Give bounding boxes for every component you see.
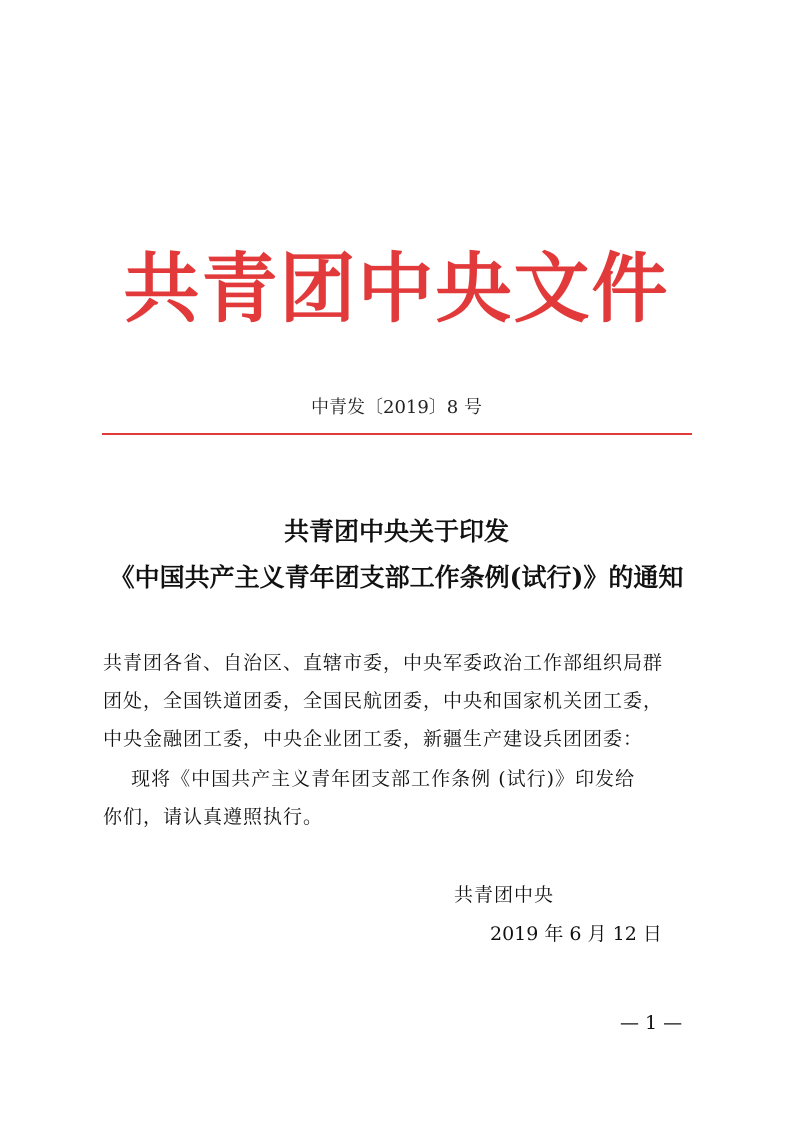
- notice-title-line-2: 《中国共产主义青年团支部工作条例(试行)》的通知: [109, 563, 684, 592]
- issuer-signature: 共青团中央: [454, 884, 555, 906]
- red-divider-line: [102, 433, 692, 435]
- notice-paragraph-line-2: 你们，请认真遵照执行。: [103, 806, 324, 828]
- document-number: 中青发〔2019〕8 号: [311, 397, 482, 418]
- notice-paragraph-line-1: 现将《中国共产主义青年团支部工作条例 (试行)》印发给: [103, 768, 636, 790]
- notice-title-line-1: 共青团中央关于印发: [283, 517, 509, 546]
- page-number: — 1 —: [620, 1012, 683, 1034]
- recipients-line-2: 团处，全国铁道团委，全国民航团委，中央和国家机关团工委，: [103, 690, 664, 712]
- recipients-line-3: 中央金融团工委，中央企业团工委，新疆生产建设兵团团委：: [103, 728, 644, 750]
- masthead-title: 共青团中央文件: [123, 244, 670, 333]
- issue-date: 2019 年 6 月 12 日: [490, 923, 662, 945]
- recipients-line-1: 共青团各省、自治区、直辖市委，中央军委政治工作部组织局群: [103, 652, 664, 674]
